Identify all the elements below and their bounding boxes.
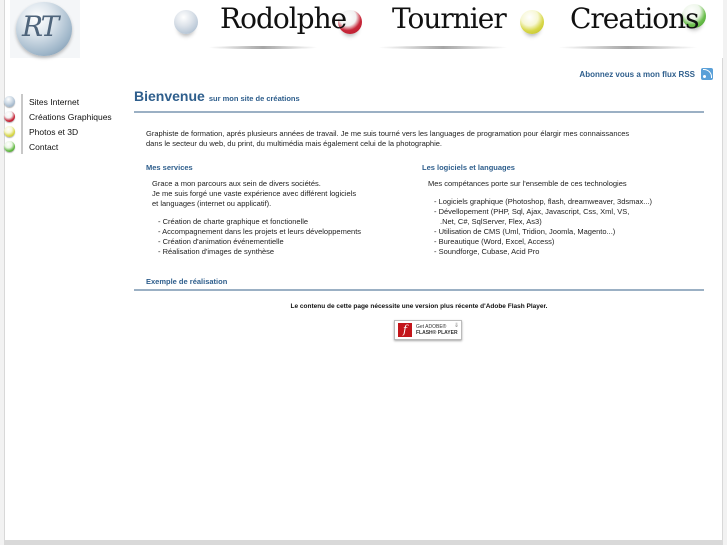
info-columns (134, 163, 704, 271)
yellow-orb-icon (520, 10, 544, 34)
list-item: .Net, C#, SqlServer, Flex, As3) (440, 217, 542, 226)
services-line: Grace a mon parcours aux sein de divers sociétés. (152, 179, 321, 188)
flash-logo-icon: f (398, 323, 412, 337)
list-item: - Création de charte graphique et fonctionelle (158, 217, 309, 226)
yellow-ball-icon (4, 126, 15, 137)
list-item: - Création d'animation événementielle (158, 237, 284, 246)
banner (168, 0, 723, 58)
list-item: - Bureautique (Word, Excel, Access) (434, 237, 555, 246)
software-list (434, 197, 702, 257)
download-arrow-icon: ⇓ (453, 323, 459, 329)
sidebar-item-photos-3d[interactable] (4, 124, 124, 139)
header (4, 0, 723, 58)
page-subtitle: sur mon site de créations (208, 94, 300, 103)
banner-word-tournier: Tournier (392, 2, 506, 35)
banner-underline (558, 46, 698, 49)
banner-underline (378, 46, 508, 49)
logo-text: RT (22, 10, 58, 43)
title-divider (134, 111, 704, 113)
green-ball-icon (4, 141, 15, 152)
software-text: Mes compétances porte sur l'ensemble de ces technologies (428, 179, 627, 188)
list-item: - Logiciels graphique (Photoshop, flash, dreamweaver, 3dsmax...) (434, 197, 653, 206)
main-content (134, 88, 704, 340)
rss-label[interactable]: Abonnez vous a mon flux RSS (579, 69, 695, 79)
sidebar-nav (4, 94, 124, 154)
banner-underline (208, 46, 318, 49)
banner-word-rodolphe: Rodolphe (220, 2, 347, 35)
services-text (152, 179, 406, 209)
services-heading: Mes services (146, 163, 193, 172)
nav-separator (21, 94, 23, 109)
software-column (422, 163, 702, 257)
red-ball-icon (4, 111, 15, 122)
sidebar-item-contact[interactable] (4, 139, 124, 154)
blue-orb-icon (174, 10, 198, 34)
software-heading: Les logiciels et languages (422, 163, 515, 172)
page-title-row (134, 88, 704, 110)
sidebar-item-label[interactable]: Photos et 3D (29, 126, 79, 137)
intro-line: Graphiste de formation, aprés plusieurs années de travail. Je me suis tourné vers les languages de programation pour élargir mes connaissances (146, 129, 630, 138)
page-title: Bienvenue (134, 88, 205, 104)
list-item: - Accompagnement dans les projets et leurs développements (158, 227, 362, 236)
list-item: - Dévellopement (PHP, Sql, Ajax, Javascript, Css, Xml, VS, (434, 207, 630, 216)
example-heading: Exemple de réalisation (146, 277, 228, 286)
banner-word-creations: Creations (570, 2, 699, 35)
flash-button-line1: Get ADOBE® (416, 324, 447, 330)
sidebar-item-sites-internet[interactable] (4, 94, 124, 109)
sidebar-item-label[interactable]: Sites Internet (29, 96, 80, 107)
services-line: et languages (internet ou applicatif). (152, 199, 272, 208)
list-item: - Soundforge, Cubase, Acid Pro (434, 247, 540, 256)
page-bottom-bar (4, 540, 723, 545)
services-line: Je me suis forgé une vaste expérience avec différent logiciels (152, 189, 357, 198)
list-item: - Utilisation de CMS (Uml, Tridion, Joomla, Magento...) (434, 227, 616, 236)
sidebar-item-label[interactable]: Contact (29, 141, 59, 152)
sidebar-item-label[interactable]: Créations Graphiques (29, 111, 112, 122)
nav-separator (21, 124, 23, 139)
example-divider (134, 289, 704, 291)
nav-separator (21, 109, 23, 124)
blue-ball-icon (4, 96, 15, 107)
flash-button-line2: FLASH® PLAYER (416, 330, 458, 336)
intro-line: dans le secteur du web, du print, du multimédia mais également celui de la photographie. (146, 139, 443, 148)
get-flash-player-button[interactable] (394, 320, 462, 340)
flash-button-text (416, 324, 458, 336)
rss-icon[interactable] (701, 68, 713, 80)
services-column (146, 163, 406, 257)
intro-text (146, 129, 646, 149)
sidebar-item-creations-graphiques[interactable] (4, 109, 124, 124)
nav-separator (21, 139, 23, 154)
list-item: - Réalisation d'images de synthèse (158, 247, 275, 256)
site-logo[interactable] (10, 0, 80, 58)
flash-required-note: Le contenu de cette page nécessite une version plus récente d'Adobe Flash Player. (290, 303, 548, 310)
rss-link[interactable] (579, 68, 713, 80)
services-list (158, 217, 406, 257)
